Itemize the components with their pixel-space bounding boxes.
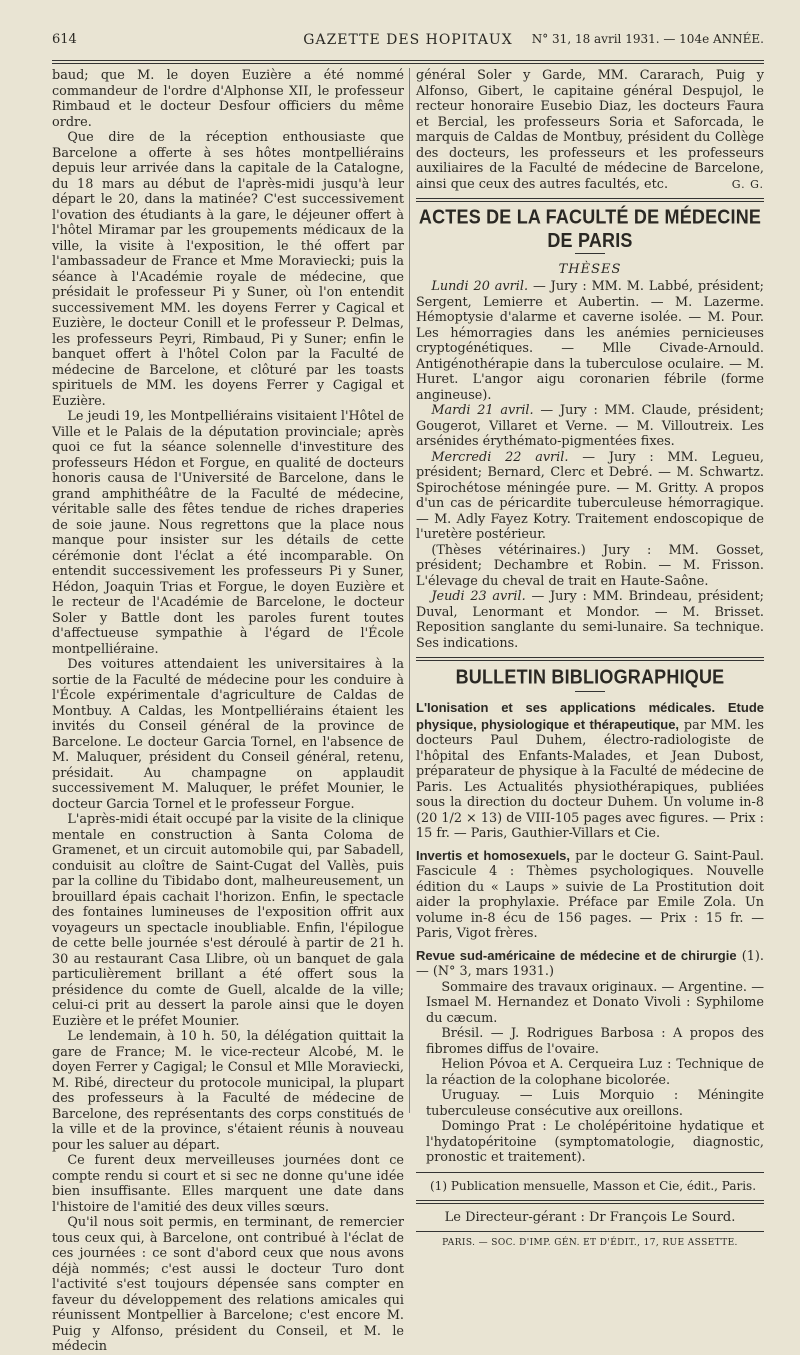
bibliography-entry <box>416 700 764 842</box>
thesis-text: — Jury : MM. Claude, président; Gougerot, Villaret et Verne. — M. Villoutreix. Les arsénides érythémato-pigmentées fixes. <box>416 403 764 449</box>
theses-subtitle: THÈSES <box>558 262 622 277</box>
thesis-date: Mardi 21 avril. <box>431 403 534 418</box>
continuation-paragraph <box>416 68 764 192</box>
journal-title: GAZETTE DES HOPITAUX <box>303 32 513 48</box>
actes-title: ACTES DE LA FACULTÉ DE MÉDECINE DE PARIS <box>418 205 762 252</box>
left-paragraph: L'après-midi était occupé par la visite de la clinique mentale en construction à Santa Coloma de Gramenet, et un circuit automobile qui, par Sabadell, conduisit au cloître de Saint-Cugat del Vallès, puis par la colline du Tibidabo dont, malheureusement, un brouillard épais cachait l'horizon. Enfin, le spectacle des fontaines lumineuses de l'exposition offrit aux voyageurs un spectacle inoubliable. Enfin, l'épilogue de cette belle journée s'est déroulé à partir de 21 h. 30 au restaurant Casa Llibre, où un banquet de gala particulièrement brillant a été offert sous la présidence du comte de Guell, alcalde de la ville; celui-ci prit au dessert la parole ainsi que le doyen Euzière et le préfet Mounier. <box>52 812 404 1029</box>
thesis-entry <box>416 589 764 651</box>
left-column <box>52 68 404 1354</box>
thesis-text: — Jury : MM. M. Labbé, président; Sergent, Lemierre et Aubertin. — M. Lazerme. Hémoptysie d'alarme et caverne isolée. — M. Pour. Les hémorragies dans les anémies pernicieuses cryptogénétiques. — Mlle Civade-Arnould. Antigénothérapie dans la tuberculose oculaire. — M. Huret. L'angor aigu coronarien fébrile (forme angineuse). <box>416 279 764 403</box>
left-paragraph: baud; que M. le doyen Euzière a été nommé commandeur de l'ordre d'Alphonse XII, le professeur Rimbaud et le docteur Desfour officiers du même ordre. <box>52 68 404 130</box>
section-rule <box>416 198 764 202</box>
sommaire-item: Helion Póvoa et A. Cerqueira Luz : Technique de la réaction de la colophane bicolorée. <box>426 1057 764 1088</box>
thesis-entry <box>416 543 764 590</box>
column-separator <box>409 68 410 1113</box>
footnote-rule <box>416 1172 764 1173</box>
bibliography-title: Revue sud-américaine de médecine et de chirurgie <box>416 947 737 963</box>
left-paragraph: Des voitures attendaient les universitaires à la sortie de la Faculté de médecine pour les conduire à l'École expérimentale d'agriculture de Caldas de Montbuy. A Caldas, les Montpelliérains étaient les invités du Conseil général de la province de Barcelone. Le docteur Garcia Tornel, en l'absence de M. Maluquer, président du Conseil général, retenu, présidait. Au champagne on applaudit successivement M. Maluquer, le préfet Mounier, le docteur Garcia Tornel et le professeur Forgue. <box>52 657 404 812</box>
bibliography-title: L'Ionisation et ses applications médicales. Etude physique, physiologique et thérapeutique, <box>416 700 764 732</box>
thesis-date: Lundi 20 avril. <box>431 279 529 294</box>
sommaire-item: Domingo Prat : Le cholépéritoine hydatique et l'hydatopéritoine (symptomatologie, diagnostic, pronostic et traitement). <box>426 1119 764 1165</box>
thesis-entry <box>416 279 764 403</box>
directeur-gerant: Le Directeur-gérant : Dr François Le Sourd. <box>444 1209 736 1225</box>
left-paragraph: Ce furent deux merveilleuses journées dont ce compte rendu si court et si sec ne donne qu'une idée bien insuffisante. Elles marquent une date dans l'histoire de l'amitié des deux villes sœurs. <box>52 1153 404 1215</box>
bibliography-entry <box>416 948 764 1166</box>
section-rule <box>416 657 764 661</box>
bibliography-text: par le docteur G. Saint-Paul. Fascicule 4 : Thèmes psychologiques. Nouvelle édition du « Laups » suivie de La Prostitution doit aider la prophylaxie. Préface par Emile Zola. Un volume in-8 écu de 156 pages. — Prix : 15 fr. — Paris, Vigot frères. <box>416 848 764 941</box>
page-number: 614 <box>52 32 77 47</box>
thesis-text: — Jury : MM. Legueu, président; Bernard, Clerc et Debré. — M. Schwartz. Spirochétose méningée pure. — M. Gritty. A propos d'un cas de péricardite tuberculeuse hémorragique. — M. Adly Fayez Kotry. Traitement endoscopique de l'uretère postérieur. <box>416 449 764 542</box>
thesis-date: Jeudi 23 avril. <box>431 589 526 604</box>
bibliography-text: par MM. les docteurs Paul Duhem, électro-radiologiste de l'hôpital des Enfants-Malades, et Jean Dubost, préparateur de physique à la Faculté de médecine de Paris. Les Actualités physiothérapiques, publiées sous la direction du docteur Duhem. Un volume in-8 (20 1/2 × 13) de VIII-105 pages avec figures. — Prix : 15 fr. — Paris, Gauthier-Villars et Cie. <box>416 717 764 841</box>
bibliography-text: (1). — (N° 3, mars 1931.) <box>416 948 764 979</box>
thesis-entry <box>416 450 764 543</box>
short-rule <box>575 253 605 254</box>
left-paragraph: Le lendemain, à 10 h. 50, la délégation quittait la gare de France; M. le vice-recteur Alcobé, M. le doyen Ferrer y Cagigal; le Consul et Mlle Moraviecki, M. Ribé, directeur du protocole municipal, la plupart des professeurs à la Faculté de médecine de Barcelone, des représentants des corps constitués de la ville et de la province, s'étaient réunis à nouveau pour les saluer au départ. <box>52 1029 404 1153</box>
header-rule <box>52 60 764 61</box>
thesis-text: (Thèses vétérinaires.) Jury : MM. Gosset, président; Dechambre et Robin. — M. Frisson. L'élevage du cheval de trait en Haute-Saône. <box>416 542 764 589</box>
bibliography-title: Invertis et homosexuels, <box>416 847 571 863</box>
header-rule-2 <box>52 63 764 64</box>
left-paragraph: Que dire de la réception enthousiaste que Barcelone a offerte à ses hôtes montpelliérains depuis leur arrivée dans la capitale de la Catalogne, du 18 mars au début de l'après-midi jusqu'à leur départ le 20, dans la matinée? C'est successivement l'ovation des étudiants à la gare, le déjeuner offert à l'hôtel Miramar par les groupements médicaux de la ville, la visite à l'exposition, le thé offert par l'ambassadeur de France et Mme Moraviecki; puis la séance à l'Académie royale de médecine, que présidait le professeur Pi y Suner, où l'on entendit successivement MM. les doyens Ferrer y Cagical et Euzière, le docteur Conill et le professeur P. Delmas, les professeurs Peyri, Rimbaud, Pi y Suner; enfin le banquet offert à l'hôtel Colon par la Faculté de médecine de Barcelone, et clôturé par les toasts spirituels de MM. les doyens Ferrer y Cagigal et Euzière. <box>52 130 404 409</box>
short-rule <box>575 691 605 692</box>
continuation-text: général Soler y Garde, MM. Cararach, Puig y Alfonso, Gibert, le capitaine général Despujol, le recteur honoraire Eusebio Diaz, les docteurs Faura et Bercial, les professeurs Soria et Saforcada, le marquis de Caldas de Montbuy, président du Collège des docteurs, les professeurs et les professeurs auxiliaires de la Faculté de médecine de Barcelone, ainsi que ceux des autres facultés, etc. <box>416 68 764 192</box>
footnote: (1) Publication mensuelle, Masson et Cie, édit., Paris. <box>430 1178 757 1193</box>
signature: G. G. <box>731 177 764 191</box>
bibliography-entry <box>416 848 764 942</box>
page-header <box>52 30 764 56</box>
bulletin-title: BULLETIN BIBLIOGRAPHIQUE <box>455 665 725 689</box>
left-paragraph: Le jeudi 19, les Montpelliérains visitaient l'Hôtel de Ville et le Palais de la députation provinciale; après quoi ce fut la séance solennelle d'investiture des professeurs Hédon et Forgue, en qualité de docteurs honoris causa de l'Université de Barcelone, dans le grand amphithéâtre de la Faculté de médecine, véritable salle des fêtes tendue de riches draperies de soie jaune. Nous regrettons que la place nous manque pour insister sur les détails de cette cérémonie dont l'éclat a été incomparable. On entendit successivement les professeurs Pi y Suner, Hédon, Joaquin Trias et Forgue, le doyen Euzière et le recteur de l'Académie de Barcelone, le docteur Soler y Battle dont les paroles furent toutes d'affectueuse sympathie à l'égard de l'École montpelliéraine. <box>52 409 404 657</box>
printer-rule <box>416 1231 764 1232</box>
thesis-text: — Jury : MM. Brindeau, président; Duval, Lenormant et Mondor. — M. Brisset. Reposition sanglante du semi-lunaire. Sa technique. Ses indications. <box>416 589 764 651</box>
left-paragraph: Qu'il nous soit permis, en terminant, de remercier tous ceux qui, à Barcelone, ont contribué à l'éclat de ces journées : ce sont d'abord ceux que nous avons déjà nommés; c'est aussi le docteur Turo dont l'activité s'est toujours dépensée sans compter en faveur du développement des relations amicales qui réunissent Montpellier à Barcelone; c'est encore M. Puig y Alfonso, président du Conseil, et M. le médecin <box>52 1215 404 1354</box>
sommaire-item: Brésil. — J. Rodrigues Barbosa : A propos des fibromes diffus de l'ovaire. <box>426 1026 764 1057</box>
sommaire-item: Sommaire des travaux originaux. — Argentine. — Ismael M. Hernandez et Donato Vivoli : Syphilome du cæcum. <box>426 979 764 1026</box>
right-column <box>416 68 764 1248</box>
printer-imprint: PARIS. — SOC. D'IMP. GÉN. ET D'ÉDIT., 17, RUE ASSETTE. <box>442 1237 738 1248</box>
sommaire-item: Uruguay. — Luis Morquio : Méningite tuberculeuse consécutive aux oreillons. <box>426 1088 764 1119</box>
issue-info: N° 31, 18 avril 1931. — 104e ANNÉE. <box>531 32 764 46</box>
thesis-entry <box>416 403 764 450</box>
thesis-date: Mercredi 22 avril. <box>431 449 569 465</box>
gerant-rule <box>416 1200 764 1204</box>
